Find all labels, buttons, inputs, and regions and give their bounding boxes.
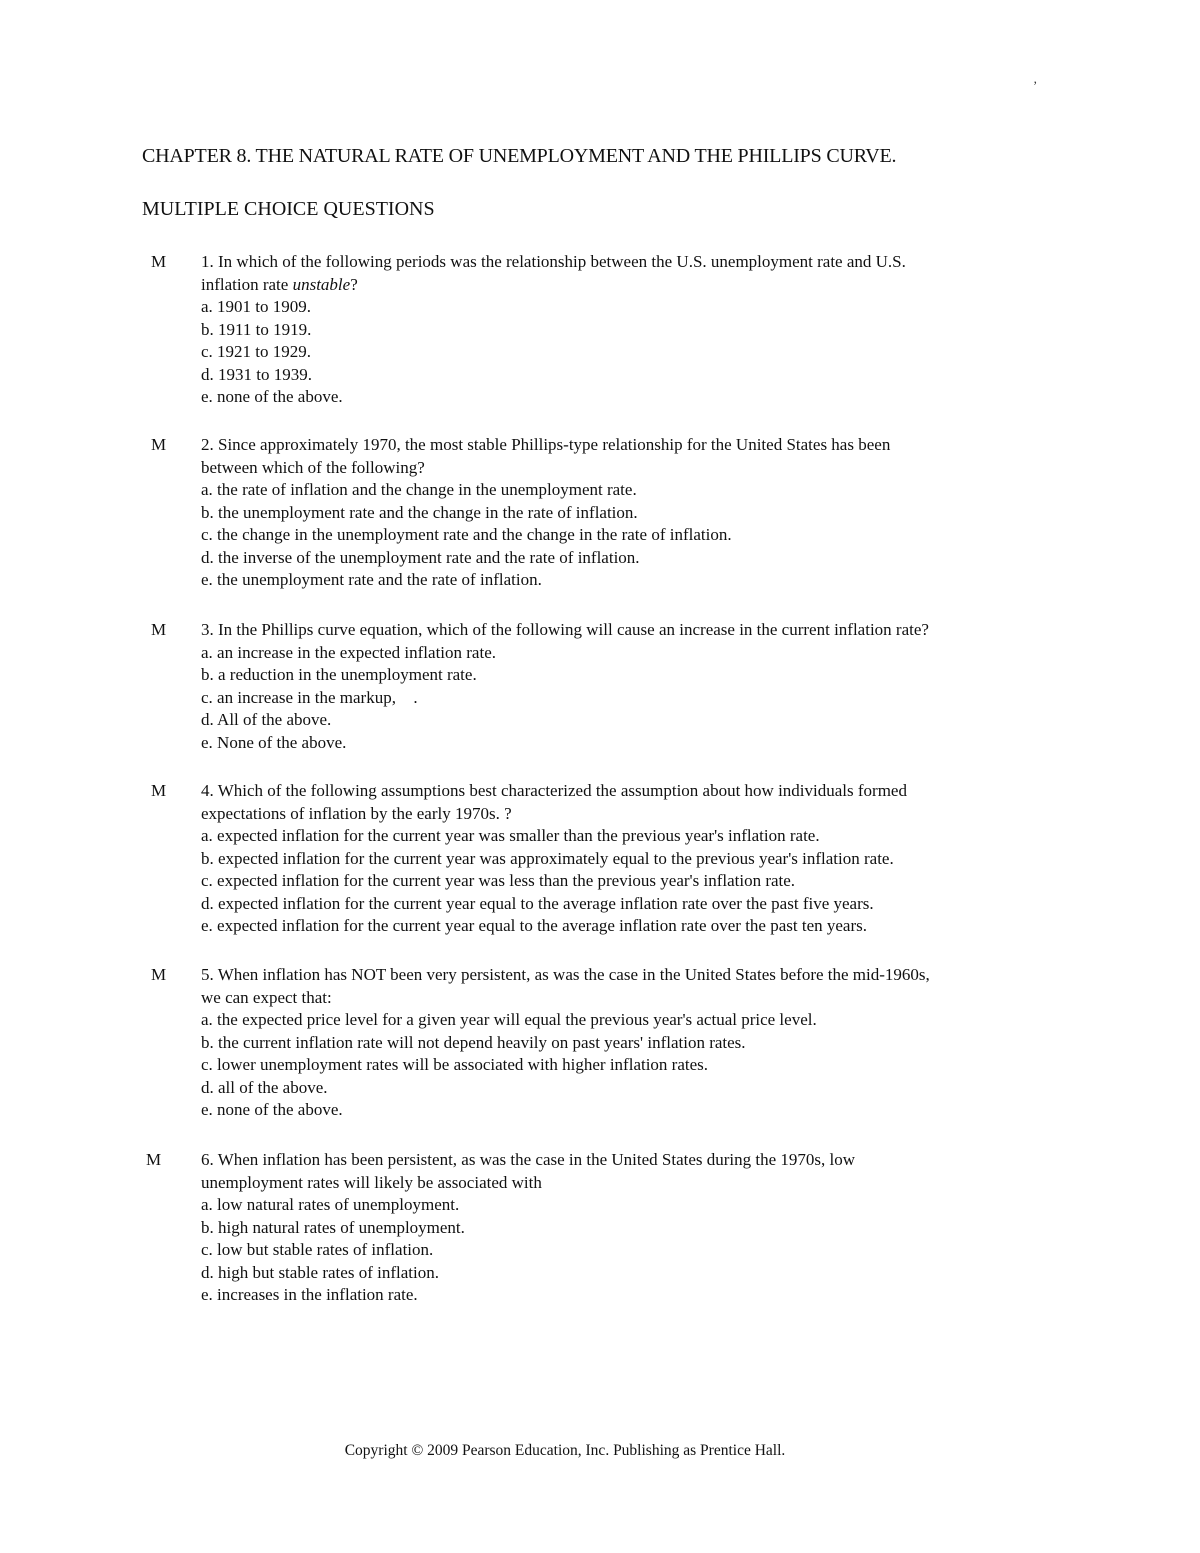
answer-option: c. low but stable rates of inflation. [201, 1240, 434, 1259]
corner-mark: ’ [1033, 78, 1038, 93]
question-stem-line: 4. Which of the following assumptions best characterized the assumption about how individuals formed [201, 781, 907, 800]
question-stem-line: 6. When inflation has been persistent, as was the case in the United States during the 1970s, low [201, 1150, 856, 1169]
question-stem-line: 5. When inflation has NOT been very persistent, as was the case in the United States before the mid-1960s, [201, 965, 930, 984]
answer-option: a. 1901 to 1909. [201, 297, 312, 316]
answer-option: a. expected inflation for the current year was smaller than the previous year's inflation rate. [201, 826, 820, 845]
answer-option: d. all of the above. [201, 1077, 328, 1097]
answer-option: e. the unemployment rate and the rate of inflation. [201, 570, 542, 589]
answer-option: c. expected inflation for the current year was less than the previous year's inflation rate. [201, 871, 796, 890]
answer-option: d. the inverse of the unemployment rate and the rate of inflation. [201, 547, 640, 567]
answer-option: b. high natural rates of unemployment. [201, 1217, 465, 1237]
answer-option: d. 1931 to 1939. [201, 364, 312, 384]
question-3 [142, 619, 1062, 754]
emphasis-text: unstable [292, 274, 351, 294]
question-type-tag: M [146, 1150, 162, 1169]
answer-option: e. increases in the inflation rate. [201, 1285, 418, 1304]
answer-option: d. high but stable rates of inflation. [201, 1262, 439, 1282]
answer-option: b. a reduction in the unemployment rate. [201, 665, 477, 684]
answer-option: b. the unemployment rate and the change in the rate of inflation. [201, 502, 638, 522]
answer-option: c. an increase in the markup,  . [201, 687, 418, 707]
answer-option: e. none of the above. [201, 1100, 343, 1119]
section-title: MULTIPLE CHOICE QUESTIONS [142, 198, 435, 220]
question-4 [142, 780, 1062, 938]
answer-option: b. expected inflation for the current year was approximately equal to the previous year's inflation rate. [201, 848, 894, 868]
question-stem-line: between which of the following? [201, 457, 425, 477]
question-6 [142, 1149, 1062, 1307]
answer-option: a. low natural rates of unemployment. [201, 1195, 460, 1214]
question-type-tag: M [151, 252, 167, 271]
question-type-tag: M [151, 781, 167, 800]
question-stem-line: inflation rate unstable? [201, 274, 358, 294]
answer-option: c. lower unemployment rates will be associated with higher inflation rates. [201, 1055, 709, 1074]
question-type-tag: M [151, 620, 167, 639]
answer-option: a. the expected price level for a given year will equal the previous year's actual price level. [201, 1010, 817, 1029]
answer-option: c. the change in the unemployment rate and the change in the rate of inflation. [201, 525, 732, 544]
answer-option: e. none of the above. [201, 387, 343, 406]
question-1 [142, 251, 1062, 409]
answer-option: d. expected inflation for the current year equal to the average inflation rate over the past five years. [201, 893, 874, 913]
question-stem-line: unemployment rates will likely be associated with [201, 1172, 542, 1192]
answer-option: b. the current inflation rate will not depend heavily on past years' inflation rates. [201, 1032, 746, 1052]
question-2 [142, 434, 1062, 592]
question-stem-line: 2. Since approximately 1970, the most stable Phillips-type relationship for the United States has been [201, 435, 891, 454]
question-stem-line: 3. In the Phillips curve equation, which of the following will cause an increase in the current inflation rate? [201, 620, 929, 639]
answer-option: a. an increase in the expected inflation rate. [201, 642, 496, 662]
answer-option: e. None of the above. [201, 732, 347, 752]
question-stem-line: we can expect that: [201, 987, 332, 1007]
answer-option: e. expected inflation for the current year equal to the average inflation rate over the past ten years. [201, 916, 867, 935]
question-type-tag: M [151, 435, 167, 454]
answer-option: b. 1911 to 1919. [201, 319, 312, 339]
answer-option: a. the rate of inflation and the change in the unemployment rate. [201, 480, 637, 499]
question-stem-line: 1. In which of the following periods was the relationship between the U.S. unemployment rate and U.S. [201, 252, 906, 271]
chapter-title: CHAPTER 8. THE NATURAL RATE OF UNEMPLOYMENT AND THE PHILLIPS CURVE. [142, 145, 897, 167]
copyright-footer: Copyright © 2009 Pearson Education, Inc. Publishing as Prentice Hall. [344, 1442, 786, 1459]
question-stem-line: expectations of inflation by the early 1970s. ? [201, 803, 512, 823]
question-type-tag: M [151, 965, 167, 984]
question-5 [142, 964, 1062, 1122]
answer-option: d. All of the above. [201, 710, 332, 729]
answer-option: c. 1921 to 1929. [201, 342, 312, 361]
